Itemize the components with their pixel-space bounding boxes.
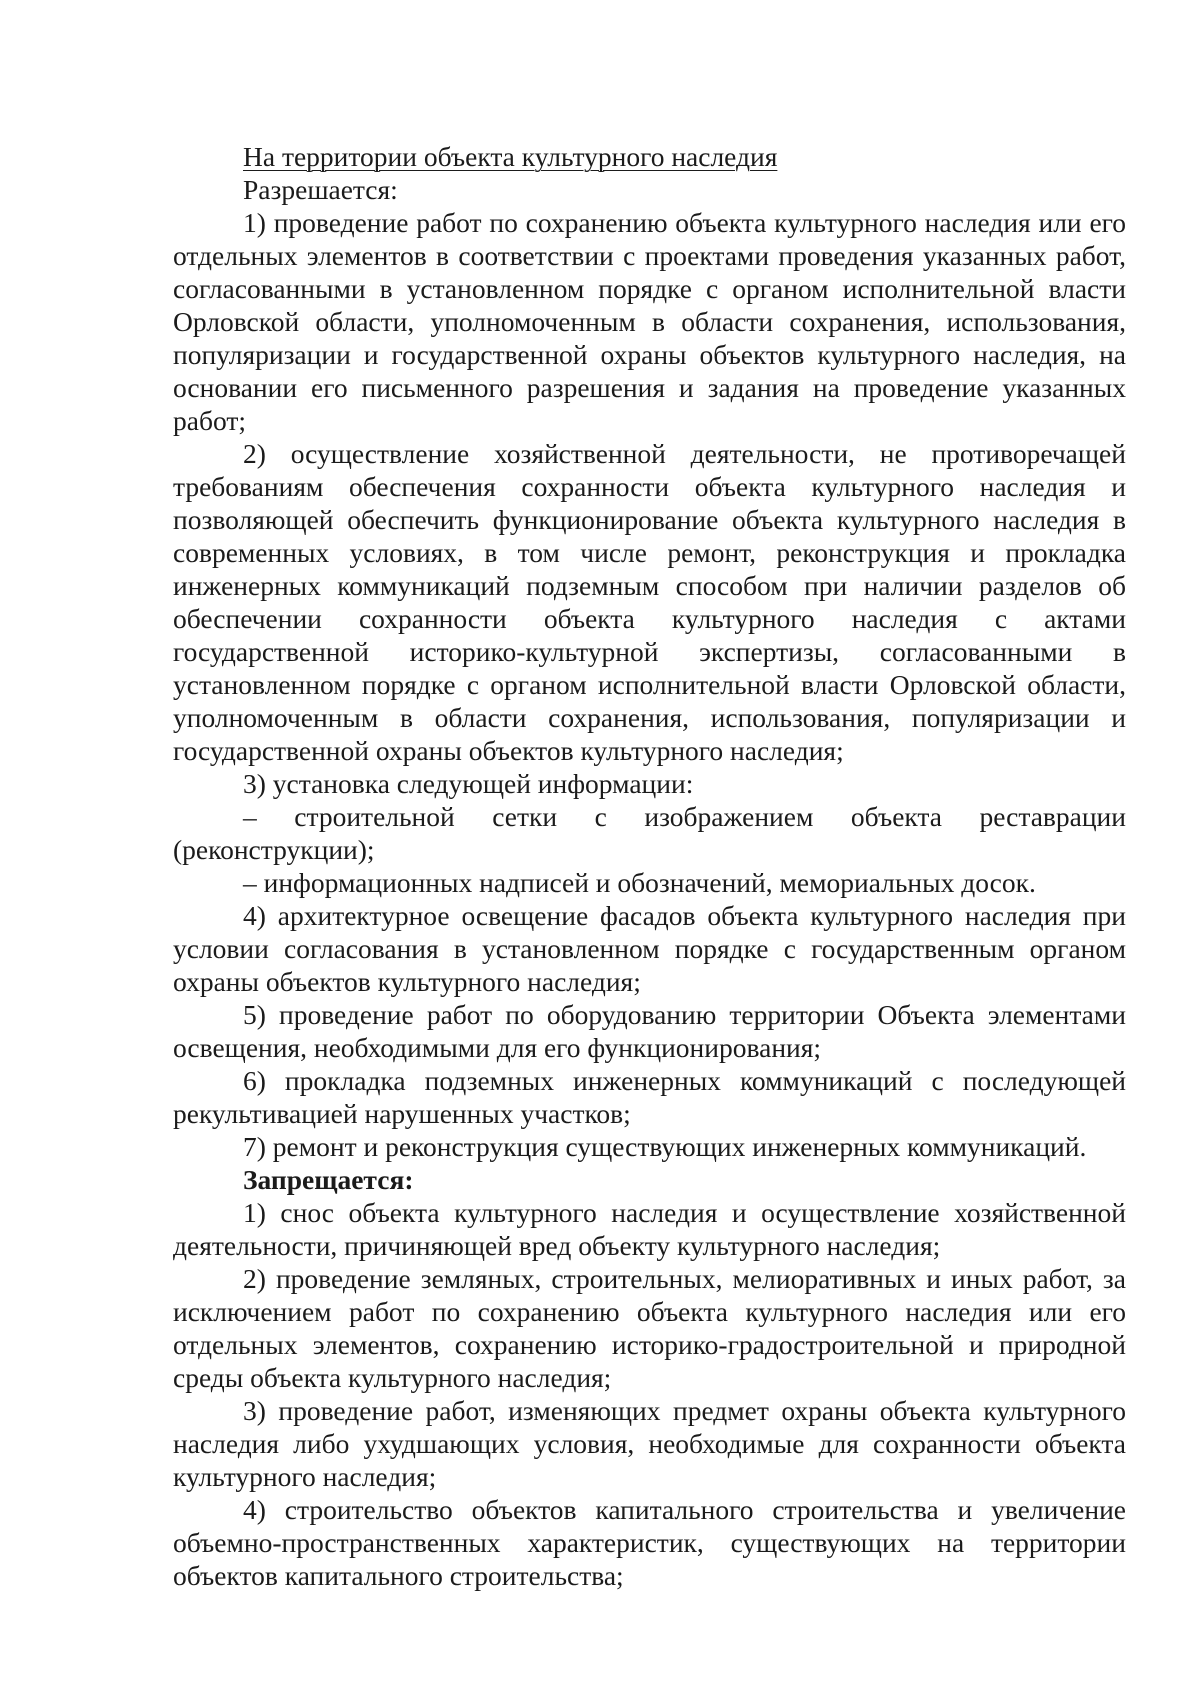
allowed-item-3-bullet-1: – строительной сетки с изображением объекта реставрации (реконструкции); <box>173 801 1126 865</box>
prohibited-item-1: 1) снос объекта культурного наследия и осуществление хозяйственной деятельности, причиняющей вред объекту культурного наследия; <box>173 1197 1126 1261</box>
allowed-item-7: 7) ремонт и реконструкция существующих инженерных коммуникаций. <box>243 1131 1087 1162</box>
document-body <box>173 140 1126 1592</box>
allowed-item-3: 3) установка следующей информации: <box>243 768 694 799</box>
allowed-item-5: 5) проведение работ по оборудованию территории Объекта элементами освещения, необходимыми для его функционирования; <box>173 999 1126 1063</box>
allowed-item-6: 6) прокладка подземных инженерных коммуникаций с последующей рекультивацией нарушенных участков; <box>173 1065 1126 1129</box>
section-heading: На территории объекта культурного наследия <box>243 141 778 172</box>
prohibited-item-4: 4) строительство объектов капитального строительства и увеличение объемно-пространственных характеристик, существующих на территории объектов капитального строительства; <box>173 1494 1126 1591</box>
prohibited-title: Запрещается: <box>243 1164 414 1195</box>
allowed-item-4: 4) архитектурное освещение фасадов объекта культурного наследия при условии согласования в установленном порядке с государственным органом охраны объектов культурного наследия; <box>173 900 1126 997</box>
allowed-item-3-bullet-2: – информационных надписей и обозначений, мемориальных досок. <box>243 867 1036 898</box>
allowed-title: Разрешается: <box>243 174 398 205</box>
allowed-item-1: 1) проведение работ по сохранению объекта культурного наследия или его отдельных элементов в соответствии с проектами проведения указанных работ, согласованными в установленном порядке с органом исполнительной власти Орловской области, уполномоченным в области сохранения, использования, популяризации и государственной охраны объектов культурного наследия, на основании его письменного разрешения и задания на проведение указанных работ; <box>173 207 1126 436</box>
allowed-item-2: 2) осуществление хозяйственной деятельности, не противоречащей требованиям обеспечения сохранности объекта культурного наследия и позволяющей обеспечить функционирование объекта культурного наследия в современных условиях, в том числе ремонт, реконструкция и прокладка инженерных коммуникаций подземным способом при наличии разделов об обеспечении сохранности объекта культурного наследия с актами государственной историко-культурной экспертизы, согласованными в установленном порядке с органом исполнительной власти Орловской области, уполномоченным в области сохранения, использования, популяризации и государственной охраны объектов культурного наследия; <box>173 438 1126 766</box>
prohibited-item-3: 3) проведение работ, изменяющих предмет охраны объекта культурного наследия либо ухудшающих условия, необходимые для сохранности объекта культурного наследия; <box>173 1395 1126 1492</box>
prohibited-item-2: 2) проведение земляных, строительных, мелиоративных и иных работ, за исключением работ по сохранению объекта культурного наследия или его отдельных элементов, сохранению историко-градостроительной и природной среды объекта культурного наследия; <box>173 1263 1126 1393</box>
